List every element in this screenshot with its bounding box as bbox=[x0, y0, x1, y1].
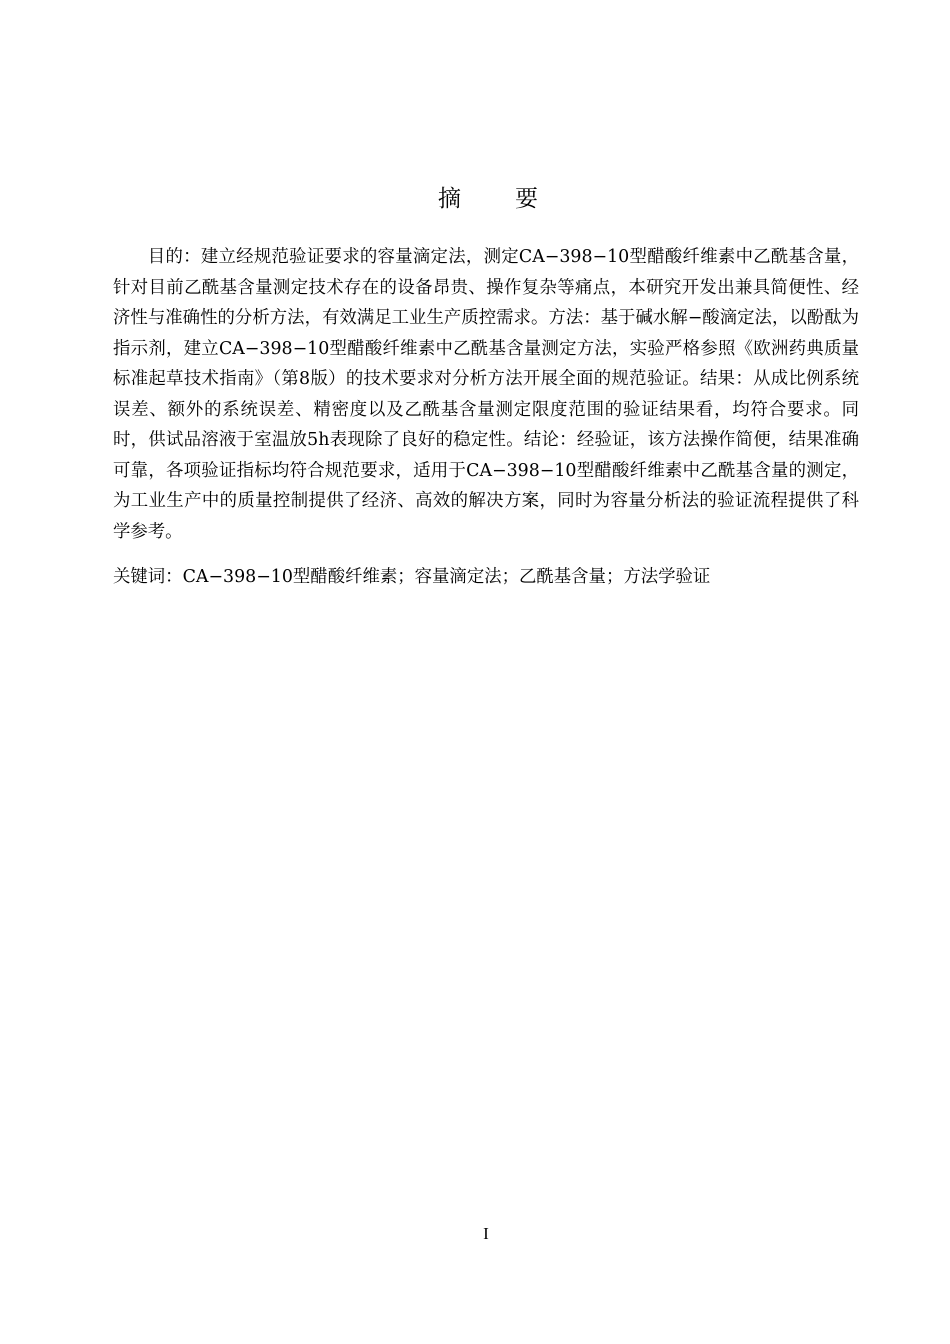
abstract-title bbox=[0, 180, 950, 213]
page-number: I bbox=[483, 1224, 489, 1243]
keywords-text: CA−398−10型醋酸纤维素；容量滴定法；乙酰基含量；方法学验证 bbox=[182, 567, 711, 587]
keywords-label: 关键词： bbox=[113, 567, 183, 587]
abstract-title-char-2: 要 bbox=[515, 186, 538, 212]
abstract-title-char-1: 摘 bbox=[438, 186, 461, 212]
keywords-line bbox=[113, 562, 859, 593]
abstract-body: 目的：建立经规范验证要求的容量滴定法，测定CA−398−10型醋酸纤维素中乙酰基含量，针对目前乙酰基含量测定技术存在的设备昂贵、操作复杂等痛点，本研究开发出兼具简便性、经济性与准确性的分析方法，有效满足工业生产质控需求。方法：基于碱水解−酸滴定法，以酚酞为指示剂，建立CA−398−10型醋酸纤维素中乙酰基含量测定方法，实验严格参照《欧洲药典质量标准起草技术指南》（第8版）的技术要求对分析方法开展全面的规范验证。结果：从成比例系统误差、额外的系统误差、精密度以及乙酰基含量测定限度范围的验证结果看，均符合要求。同时，供试品溶液于室温放5h表现除了良好的稳定性。结论：经验证，该方法操作简便，结果准确可靠，各项验证指标均符合规范要求，适用于CA−398−10型醋酸纤维素中乙酰基含量的测定，为工业生产中的质量控制提供了经济、高效的解决方案，同时为容量分析法的验证流程提供了科学参考。 bbox=[113, 247, 859, 542]
